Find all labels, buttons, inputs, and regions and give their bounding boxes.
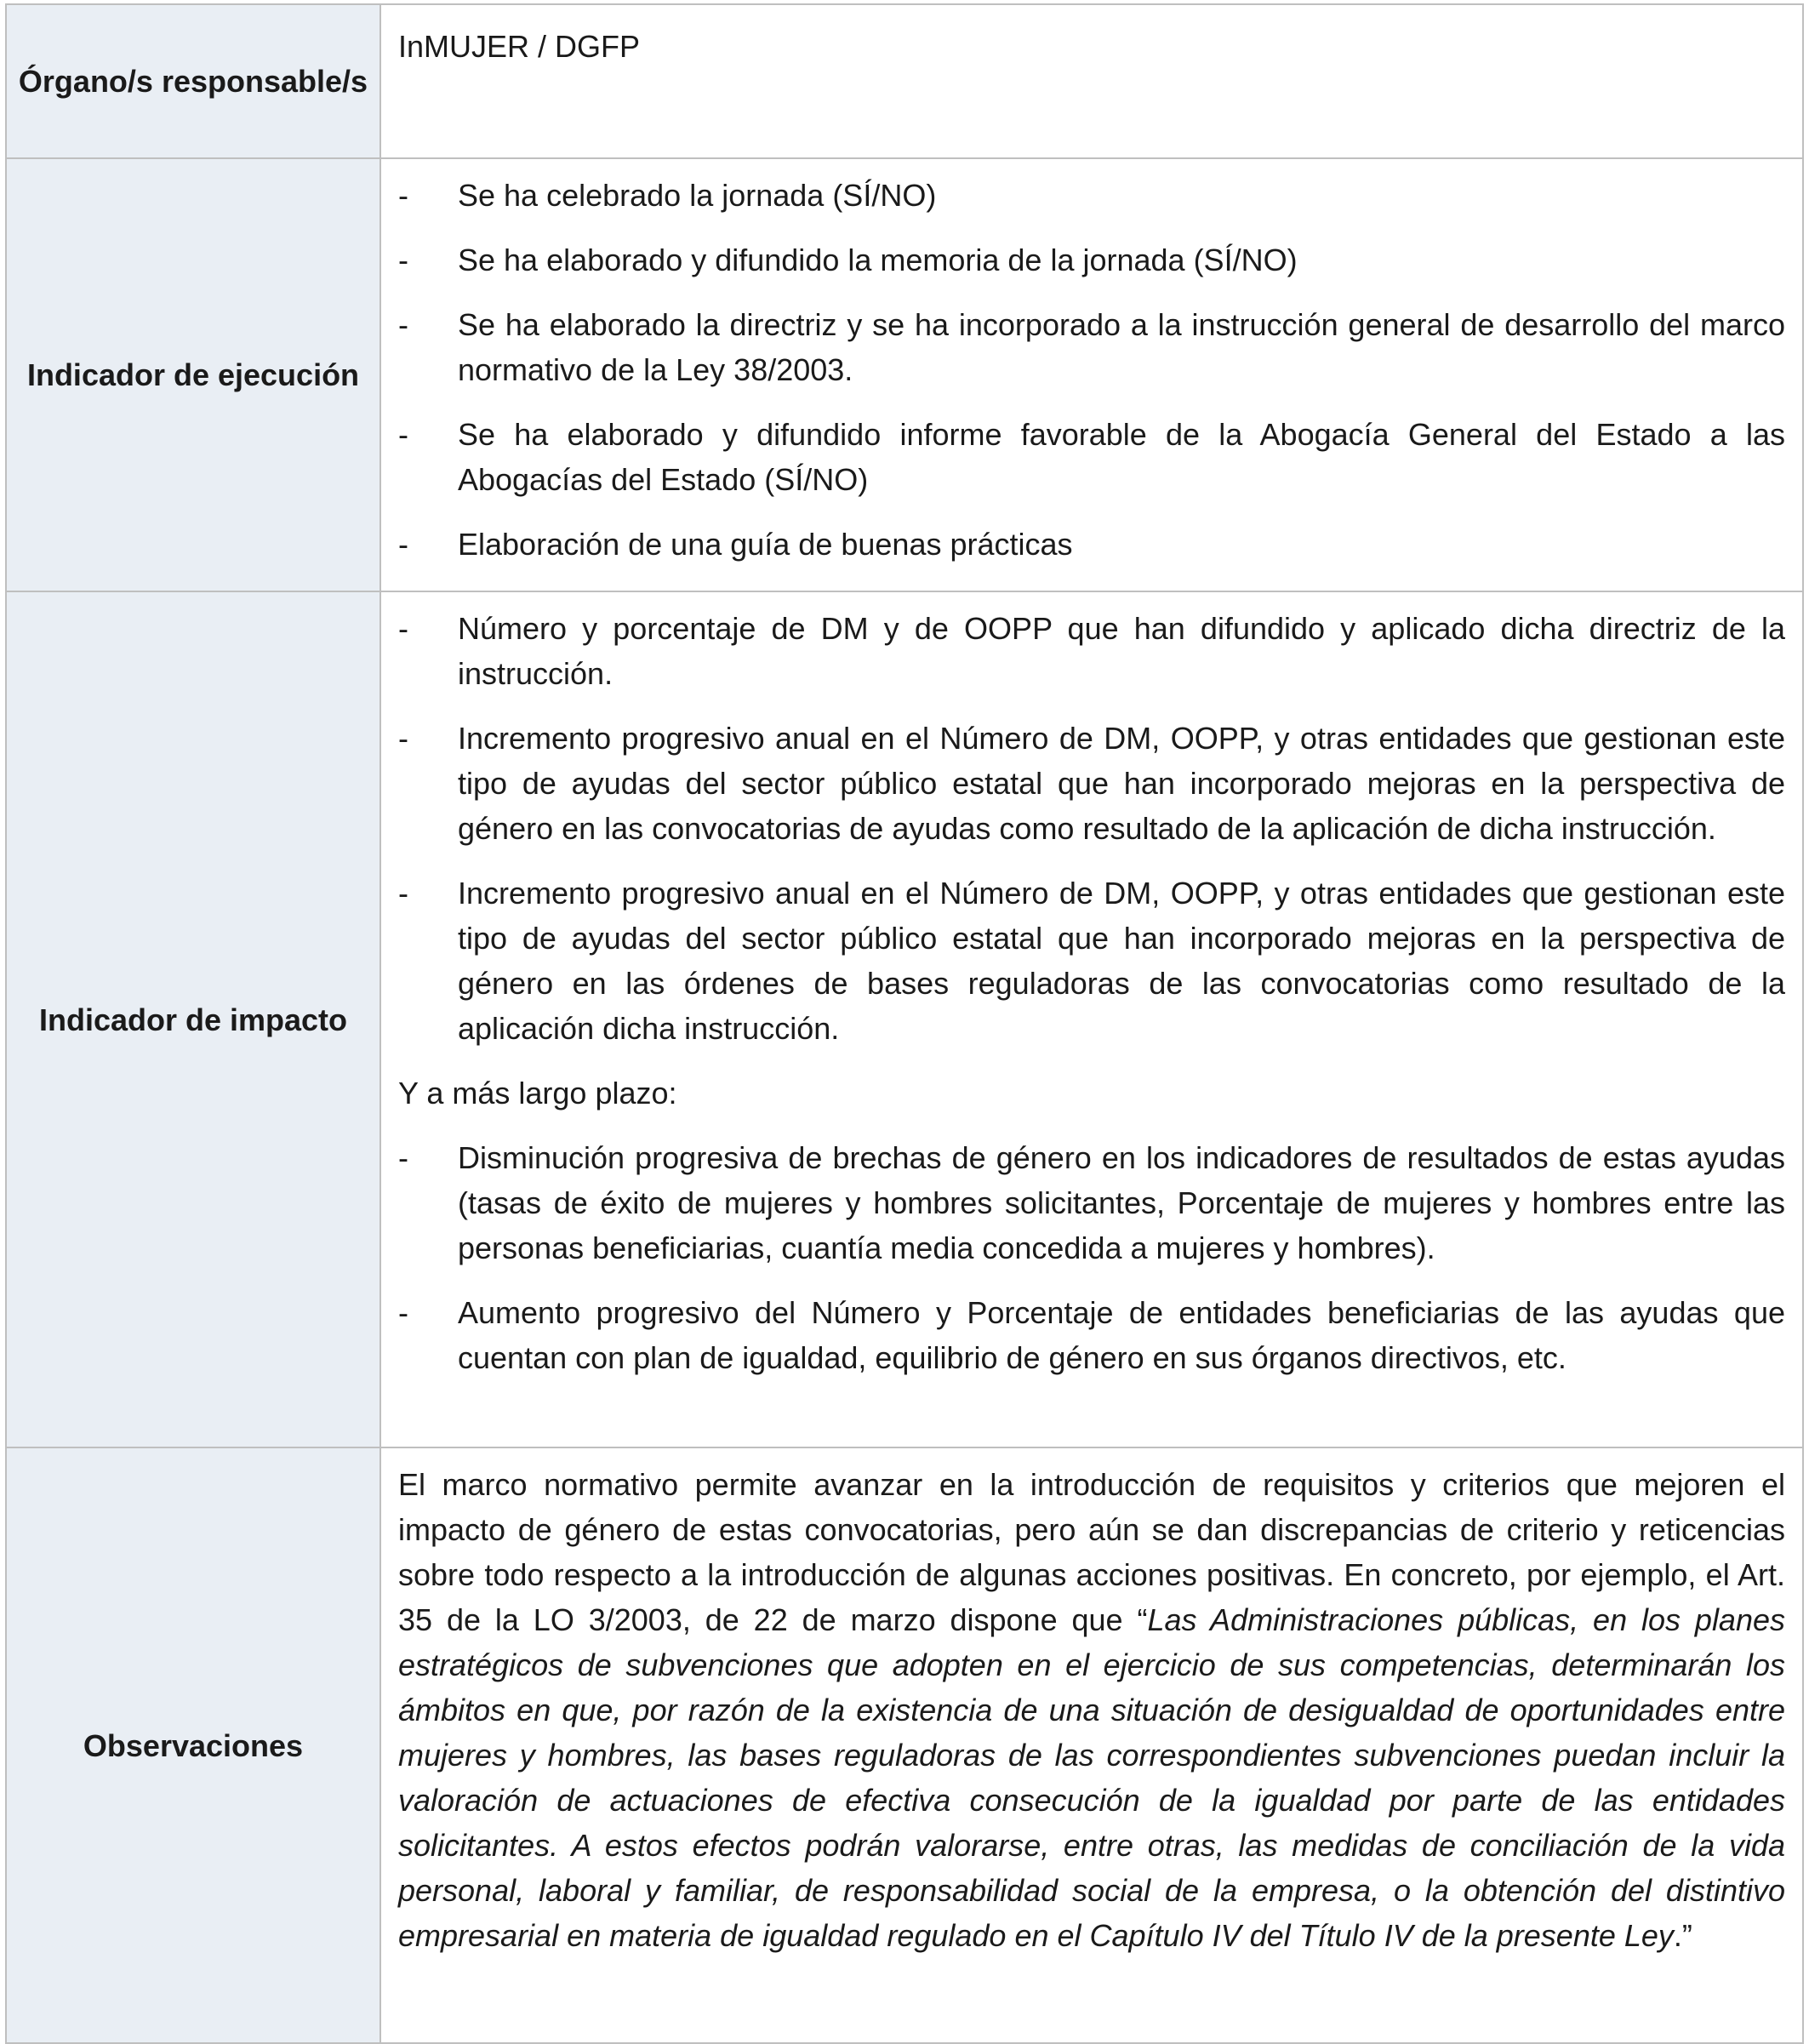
observaciones-paragraph: [398, 1462, 1785, 1958]
label-text: Observaciones: [83, 1727, 304, 1763]
item-text: Se ha elaborado y difundido la memoria de la jornada (SÍ/NO): [458, 243, 1298, 277]
observaciones-cell: [380, 1447, 1803, 2043]
list-item: [398, 1290, 1785, 1380]
item-text: Aumento progresivo del Número y Porcentaje de entidades beneficiarias de las ayudas que cuentan con plan de igualdad, equilibrio de género en sus órganos directivos, etc.: [458, 1295, 1785, 1375]
dash-marker: -: [398, 527, 408, 562]
item-text: Incremento progresivo anual en el Número de DM, OOPP, y otras entidades que gestionan este tipo de ayudas del sector público estatal que han incorporado mejoras en la perspectiva de género en las convocatorias de ayudas como resultado de la aplicación de dicha instrucción.: [458, 721, 1785, 846]
row-indicador-ejecucion: [6, 158, 1803, 591]
label-observaciones: [6, 1447, 380, 2043]
organo-value-cell: [380, 4, 1803, 158]
dash-marker: -: [398, 178, 408, 213]
impacto-list: [380, 591, 1803, 1447]
list-item: [398, 716, 1785, 851]
item-text: Se ha celebrado la jornada (SÍ/NO): [458, 178, 937, 213]
ejecucion-list: [380, 158, 1803, 591]
label-text: Indicador de impacto: [38, 1002, 348, 1037]
dash-marker: -: [398, 417, 408, 452]
list-item: [398, 871, 1785, 1051]
dash-marker: -: [398, 1140, 408, 1175]
label-indicador-impacto: [6, 591, 380, 1447]
dash-marker: -: [398, 721, 408, 756]
long-term-label: Y a más largo plazo:: [398, 1076, 677, 1110]
row-indicador-impacto: [6, 591, 1803, 1447]
item-text: Incremento progresivo anual en el Número de DM, OOPP, y otras entidades que gestionan este tipo de ayudas del sector público estatal que han incorporado mejoras en la perspectiva de género en las órdenes de bases reguladoras de las convocatorias como resultado de la aplicación dicha instrucción.: [458, 876, 1785, 1046]
dash-marker: -: [398, 243, 408, 277]
label-text: Órgano/s responsable/s: [18, 64, 368, 99]
dash-marker: -: [398, 307, 408, 342]
obs-intro-text: El marco normativo permite avanzar en la introducción de requisitos y criterios que mejoren el impacto de género de estas convocatorias, pero aún se dan discrepancias de criterio y reticencias sobre todo respecto a la introducción de algunas acciones positivas. En concreto, por ejemplo, el Art. 35 de la LO 3/2003, de 22 de marzo dispone que “: [398, 1467, 1785, 1637]
item-text: Número y porcentaje de DM y de OOPP que han difundido y aplicado dicha directriz de la instrucción.: [458, 611, 1785, 691]
dash-marker: -: [398, 1295, 408, 1330]
label-indicador-ejecucion: [6, 158, 380, 591]
list-item: [398, 302, 1785, 392]
obs-legal-quote: Las Administraciones públicas, en los planes estratégicos de subvenciones que adopten en el ejercicio de sus competencias, determinarán los ámbitos en que, por razón de la existencia de una situación de desigualdad de oportunidades entre mujeres y hombres, las bases reguladoras de las correspondientes subvenciones puedan incluir la valoración de actuaciones de efectiva consecución de la igualdad por parte de las entidades solicitantes. A estos efectos podrán valorarse, entre otras, las medidas de conciliación de la vida personal, laboral y familiar, de responsabilidad social de la empresa, o la obtención del distintivo empresarial en materia de igualdad regulado en el Capítulo IV del Título IV de la presente Ley: [398, 1602, 1786, 1953]
label-organo-responsable: [6, 4, 380, 158]
list-item: [398, 173, 1785, 218]
list-item: [398, 237, 1785, 283]
row-observaciones: [6, 1447, 1803, 2043]
row-organo-responsable: [6, 4, 1803, 158]
list-item: [398, 412, 1785, 502]
organo-value: InMUJER / DGFP: [398, 29, 641, 64]
dash-marker: -: [398, 876, 408, 911]
obs-closing-text: .”: [1673, 1918, 1692, 1953]
label-text: Indicador de ejecución: [26, 357, 360, 392]
item-text: Disminución progresiva de brechas de género en los indicadores de resultados de estas ayudas (tasas de éxito de mujeres y hombres solicitantes, Porcentaje de mujeres y hombres entre las personas beneficiarias, cuantía media concedida a mujeres y hombres).: [458, 1140, 1785, 1265]
indicators-table: [5, 3, 1804, 2044]
dash-marker: -: [398, 611, 408, 646]
item-text: Elaboración de una guía de buenas prácticas: [458, 527, 1073, 562]
list-item: [398, 606, 1785, 696]
item-text: Se ha elaborado y difundido informe favorable de la Abogacía General del Estado a las Abogacías del Estado (SÍ/NO): [458, 417, 1785, 497]
list-item: [398, 522, 1785, 567]
list-item: [398, 1135, 1785, 1270]
item-text: Se ha elaborado la directriz y se ha incorporado a la instrucción general de desarrollo del marco normativo de la Ley 38/2003.: [458, 307, 1785, 387]
